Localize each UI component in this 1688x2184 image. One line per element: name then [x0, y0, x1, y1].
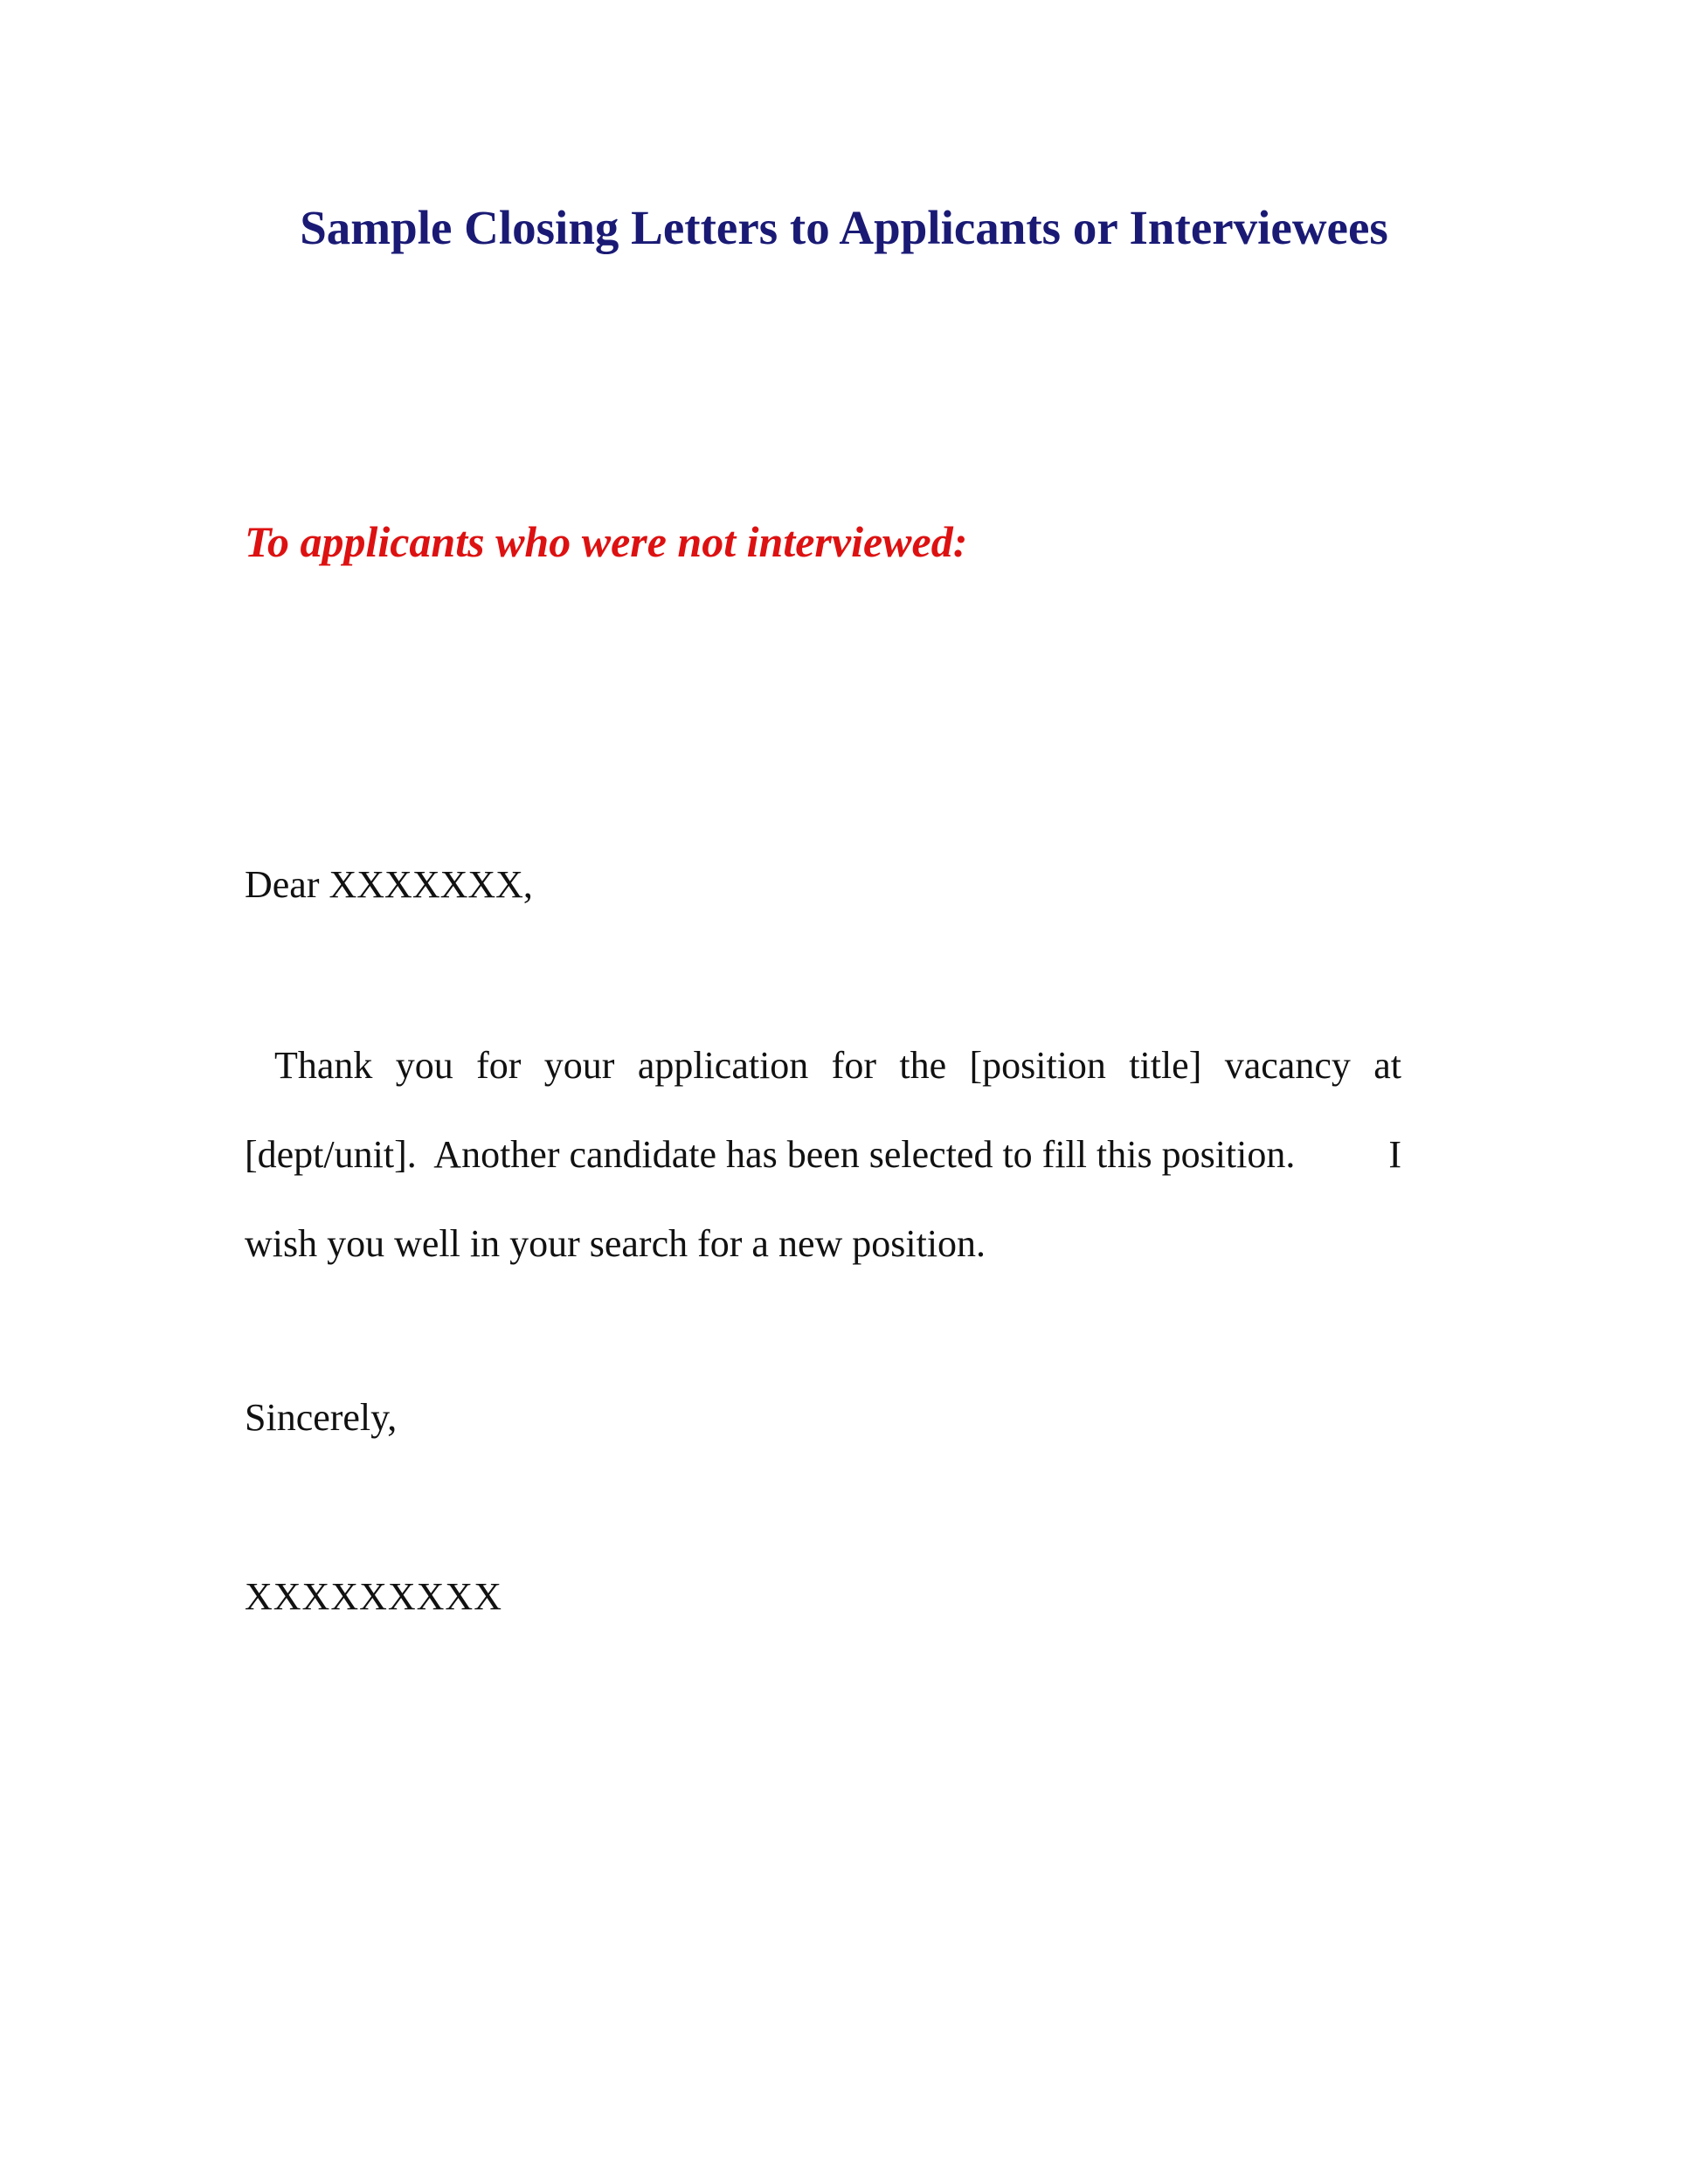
body-line-2-text: [dept/unit]. Another candidate has been selected to fill this position. — [245, 1133, 1296, 1176]
body-line-3: wish you well in your search for a new position. — [245, 1222, 986, 1265]
body-word: application — [637, 1044, 809, 1087]
body-word: for — [476, 1044, 522, 1087]
page-title: Sample Closing Letters to Applicants or Interviewees — [300, 201, 1388, 254]
section-heading: To applicants who were not interviewed: — [245, 517, 968, 566]
salutation: Dear XXXXXXX, — [245, 863, 533, 906]
body-word: the — [899, 1044, 947, 1087]
body-word: for — [831, 1044, 876, 1087]
closing: Sincerely, — [245, 1396, 398, 1439]
body-word: you — [395, 1044, 453, 1087]
body-word: your — [543, 1044, 615, 1087]
body-word: vacancy — [1224, 1044, 1351, 1087]
body-line-2-end: I — [1388, 1133, 1401, 1176]
body-line-2 — [245, 1130, 1401, 1220]
body-line-1 — [245, 1041, 1401, 1130]
body-word: [position — [969, 1044, 1106, 1087]
body-word: at — [1373, 1044, 1401, 1087]
body-word: title] — [1129, 1044, 1202, 1087]
body-word: Thank — [274, 1044, 373, 1087]
signature-name: XXXXXXXXX — [245, 1575, 502, 1618]
letter-body — [245, 1041, 1401, 1309]
